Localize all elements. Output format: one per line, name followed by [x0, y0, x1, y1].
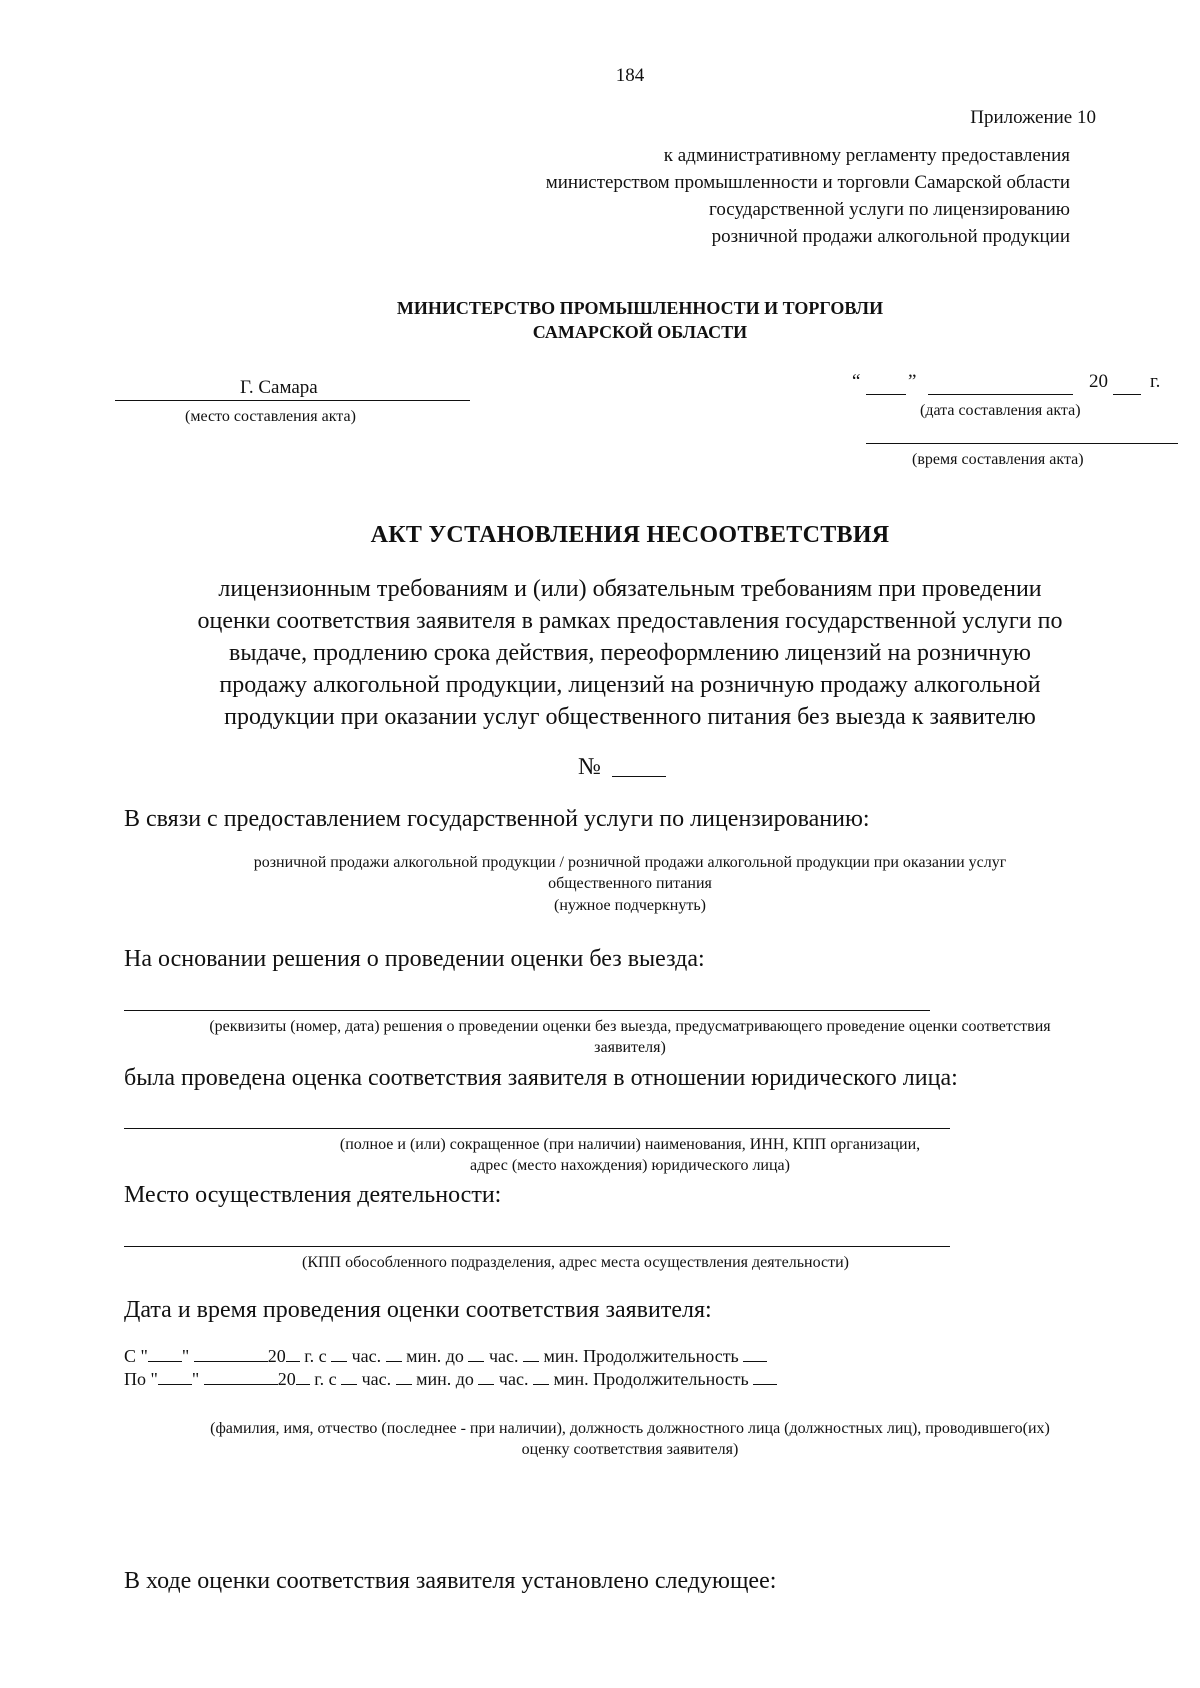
act-number-line — [612, 776, 666, 777]
findings-heading: В ходе оценки соответствия заявителя установлено следующее: — [124, 1568, 777, 1594]
decision-line — [124, 1010, 930, 1011]
month-line — [928, 394, 1073, 395]
from-duration-field[interactable] — [743, 1343, 767, 1362]
service-line-1: розничной продажи алкогольной продукции / розничной продажи алкогольной продукции при оказании услуг — [253, 854, 1007, 871]
to-duration-field[interactable] — [753, 1366, 777, 1385]
decision-caption-1: (реквизиты (номер, дата) решения о проведении оценки без выезда, предусматривающего проведение оценки соответствия — [209, 1018, 1051, 1035]
activity-caption: (КПП обособленного подразделения, адрес места осуществления деятельности) — [302, 1254, 849, 1271]
act-title: АКТ УСТАНОВЛЕНИЯ НЕСООТВЕТСТВИЯ — [370, 522, 890, 548]
officials-caption-1: (фамилия, имя, отчество (последнее - при наличии), должность должностного лица (должностных лиц), проводившего(их) — [210, 1420, 1050, 1437]
to-day-field[interactable] — [158, 1366, 192, 1385]
appendix-line-3: государственной услуги по лицензированию — [709, 199, 1070, 220]
place-caption: (место составления акта) — [185, 408, 356, 425]
ministry-line-1: МИНИСТЕРСТВО ПРОМЫШЛЕННОСТИ И ТОРГОВЛИ — [396, 298, 884, 318]
entity-line — [124, 1128, 950, 1129]
from-year-field[interactable] — [286, 1343, 300, 1362]
service-heading: В связи с предоставлением государственной услуги по лицензированию: — [124, 806, 870, 832]
act-subtitle-5: продукции при оказании услуг общественного питания без выезда к заявителю — [224, 704, 1036, 730]
to-month-field[interactable] — [204, 1366, 278, 1385]
activity-line — [124, 1246, 950, 1247]
to-hour-end-field[interactable] — [478, 1366, 494, 1385]
act-subtitle-3: выдаче, продлению срока действия, переоформлению лицензий на розничную — [229, 640, 1031, 666]
date-caption: (дата составления акта) — [920, 402, 1081, 419]
year-suffix: г. — [1150, 371, 1161, 392]
datetime-to-row: По " " 20 г. с час. мин. до час. мин. Продолжительность — [124, 1366, 777, 1390]
service-note: (нужное подчеркнуть) — [554, 897, 706, 914]
to-label: По — [124, 1369, 146, 1389]
entity-caption-1: (полное и (или) сокращенное (при наличии) наименования, ИНН, КПП организации, — [339, 1136, 921, 1153]
datetime-from-row: С " " 20 г. с час. мин. до час. мин. Продолжительность — [124, 1343, 767, 1367]
officials-caption-2: оценку соответствия заявителя) — [521, 1441, 739, 1458]
time-line — [866, 443, 1178, 444]
datetime-heading: Дата и время проведения оценки соответствия заявителя: — [124, 1297, 712, 1323]
decision-heading: На основании решения о проведении оценки без выезда: — [124, 946, 705, 972]
act-number-label: № — [578, 754, 601, 780]
time-caption: (время составления акта) — [912, 451, 1084, 468]
date-open-quote: “ — [852, 371, 861, 392]
from-min-end-field[interactable] — [523, 1343, 539, 1362]
entity-heading: была проведена оценка соответствия заявителя в отношении юридического лица: — [124, 1065, 958, 1091]
act-subtitle-1: лицензионным требованиям и (или) обязательным требованиям при проведении — [218, 576, 1042, 602]
to-hour-start-field[interactable] — [341, 1366, 357, 1385]
appendix-line-4: розничной продажи алкогольной продукции — [711, 226, 1070, 247]
service-line-2: общественного питания — [548, 875, 712, 892]
entity-caption-2: адрес (место нахождения) юридического лица) — [470, 1157, 790, 1174]
from-day-field[interactable] — [148, 1343, 182, 1362]
from-month-field[interactable] — [194, 1343, 268, 1362]
from-min-start-field[interactable] — [386, 1343, 402, 1362]
year-prefix: 20 — [1089, 371, 1108, 392]
appendix-line-1: к административному регламенту предоставления — [663, 145, 1070, 166]
to-year-field[interactable] — [296, 1366, 310, 1385]
page-number: 184 — [615, 65, 645, 86]
from-label: С — [124, 1346, 137, 1366]
date-close-quote: ” — [908, 371, 917, 392]
day-line — [866, 394, 906, 395]
to-min-end-field[interactable] — [533, 1366, 549, 1385]
act-subtitle-2: оценки соответствия заявителя в рамках предоставления государственной услуги по — [197, 608, 1063, 634]
activity-heading: Место осуществления деятельности: — [124, 1182, 502, 1208]
decision-caption-2: заявителя) — [594, 1039, 666, 1056]
place-value: Г. Самара — [240, 377, 318, 398]
year-line — [1113, 394, 1141, 395]
appendix-line-2: министерством промышленности и торговли Самарской области — [545, 172, 1070, 193]
place-line — [115, 400, 470, 401]
appendix-label: Приложение 10 — [970, 107, 1096, 128]
act-subtitle-4: продажу алкогольной продукции, лицензий на розничную продажу алкогольной — [219, 672, 1041, 698]
to-min-start-field[interactable] — [396, 1366, 412, 1385]
from-hour-end-field[interactable] — [468, 1343, 484, 1362]
from-hour-start-field[interactable] — [331, 1343, 347, 1362]
ministry-line-2: САМАРСКОЙ ОБЛАСТИ — [532, 322, 748, 342]
